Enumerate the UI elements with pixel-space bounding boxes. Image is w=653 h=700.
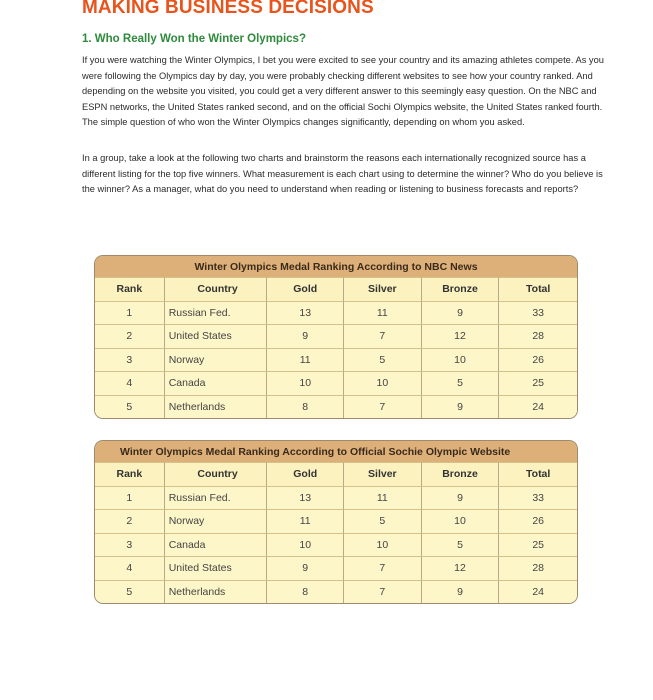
country-cell: United States [164, 324, 267, 348]
gold-cell: 8 [266, 580, 343, 604]
total-cell: 26 [498, 509, 577, 533]
rank-cell: 3 [95, 533, 164, 557]
total-cell: 28 [498, 324, 577, 348]
sochi-table-title: Winter Olympics Medal Ranking According to Official Sochie Olympic Website [95, 441, 577, 462]
rank-cell: 5 [95, 580, 164, 604]
bronze-cell: 12 [421, 556, 499, 580]
bronze-cell: 9 [421, 301, 499, 325]
country-cell: United States [164, 556, 267, 580]
bronze-cell: 9 [421, 395, 499, 419]
total-cell: 24 [498, 395, 577, 419]
rank-cell: 1 [95, 486, 164, 510]
total-cell: 28 [498, 556, 577, 580]
silver-cell: 5 [343, 509, 421, 533]
gold-cell: 10 [266, 533, 343, 557]
silver-cell: 7 [343, 580, 421, 604]
gold-cell: 11 [266, 348, 343, 372]
country-header: Country [164, 277, 267, 301]
country-cell: Netherlands [164, 395, 267, 419]
table-row [95, 533, 577, 557]
bronze-cell: 10 [421, 509, 499, 533]
sochi-header-row [95, 462, 577, 486]
rank-cell: 3 [95, 348, 164, 372]
gold-cell: 10 [266, 371, 343, 395]
nbc-table-title: Winter Olympics Medal Ranking According to NBC News [95, 256, 577, 277]
gold-cell: 13 [266, 486, 343, 510]
table-row [95, 371, 577, 395]
page-heading: MAKING BUSINESS DECISIONS [82, 0, 374, 18]
bronze-header: Bronze [421, 462, 499, 486]
country-cell: Netherlands [164, 580, 267, 604]
gold-cell: 9 [266, 556, 343, 580]
sochi-medal-table [94, 440, 578, 604]
gold-cell: 13 [266, 301, 343, 325]
silver-cell: 7 [343, 556, 421, 580]
table-row [95, 556, 577, 580]
table-row [95, 395, 577, 419]
country-cell: Norway [164, 348, 267, 372]
bronze-cell: 5 [421, 371, 499, 395]
country-cell: Canada [164, 533, 267, 557]
table-row [95, 301, 577, 325]
rank-cell: 5 [95, 395, 164, 419]
intro-paragraph: If you were watching the Winter Olympics, I bet you were excited to see your country and its amazing athletes compete. As you were following the Olympics day by day, you were probably checking different websites to see how your country ranked. And depending on the website you visited, you could get a very different answer to this seemingly easy question. On the NBC and ESPN networks, the United States ranked second, and on the official Sochi Olympics website, the United States ranked fourth. The simple question of who won the Winter Olympics changes significantly, depending on whom you asked. [82, 55, 604, 127]
rank-cell: 2 [95, 509, 164, 533]
bronze-cell: 10 [421, 348, 499, 372]
rank-cell: 4 [95, 556, 164, 580]
silver-cell: 7 [343, 395, 421, 419]
total-cell: 25 [498, 533, 577, 557]
total-cell: 33 [498, 486, 577, 510]
table-row [95, 580, 577, 604]
country-cell: Canada [164, 371, 267, 395]
country-cell: Russian Fed. [164, 486, 267, 510]
silver-cell: 11 [343, 486, 421, 510]
total-cell: 26 [498, 348, 577, 372]
country-cell: Norway [164, 509, 267, 533]
silver-cell: 10 [343, 371, 421, 395]
bronze-cell: 9 [421, 580, 499, 604]
country-cell: Russian Fed. [164, 301, 267, 325]
task-paragraph: In a group, take a look at the following two charts and brainstorm the reasons each internationally recognized source has a different listing for the top five winners. What measurement is each chart using to determine the winner? Who do you believe is the winner? As a manager, what do you need to understand when reading or listening to business forecasts and reports? [82, 153, 603, 194]
total-cell: 24 [498, 580, 577, 604]
bronze-cell: 12 [421, 324, 499, 348]
rank-cell: 4 [95, 371, 164, 395]
gold-cell: 11 [266, 509, 343, 533]
country-header: Country [164, 462, 267, 486]
gold-cell: 8 [266, 395, 343, 419]
silver-cell: 5 [343, 348, 421, 372]
gold-cell: 9 [266, 324, 343, 348]
rank-header: Rank [95, 277, 164, 301]
table-row [95, 324, 577, 348]
table-row [95, 348, 577, 372]
rank-cell: 1 [95, 301, 164, 325]
bronze-cell: 5 [421, 533, 499, 557]
question-title: 1. Who Really Won the Winter Olympics? [82, 33, 306, 45]
table-row [95, 486, 577, 510]
total-cell: 25 [498, 371, 577, 395]
gold-header: Gold [266, 277, 343, 301]
nbc-medal-table [94, 255, 578, 419]
total-header: Total [498, 462, 577, 486]
nbc-header-row [95, 277, 577, 301]
silver-cell: 7 [343, 324, 421, 348]
silver-cell: 11 [343, 301, 421, 325]
gold-header: Gold [266, 462, 343, 486]
bronze-header: Bronze [421, 277, 499, 301]
bronze-cell: 9 [421, 486, 499, 510]
rank-cell: 2 [95, 324, 164, 348]
total-cell: 33 [498, 301, 577, 325]
table-row [95, 509, 577, 533]
silver-cell: 10 [343, 533, 421, 557]
total-header: Total [498, 277, 577, 301]
silver-header: Silver [343, 462, 421, 486]
silver-header: Silver [343, 277, 421, 301]
rank-header: Rank [95, 462, 164, 486]
